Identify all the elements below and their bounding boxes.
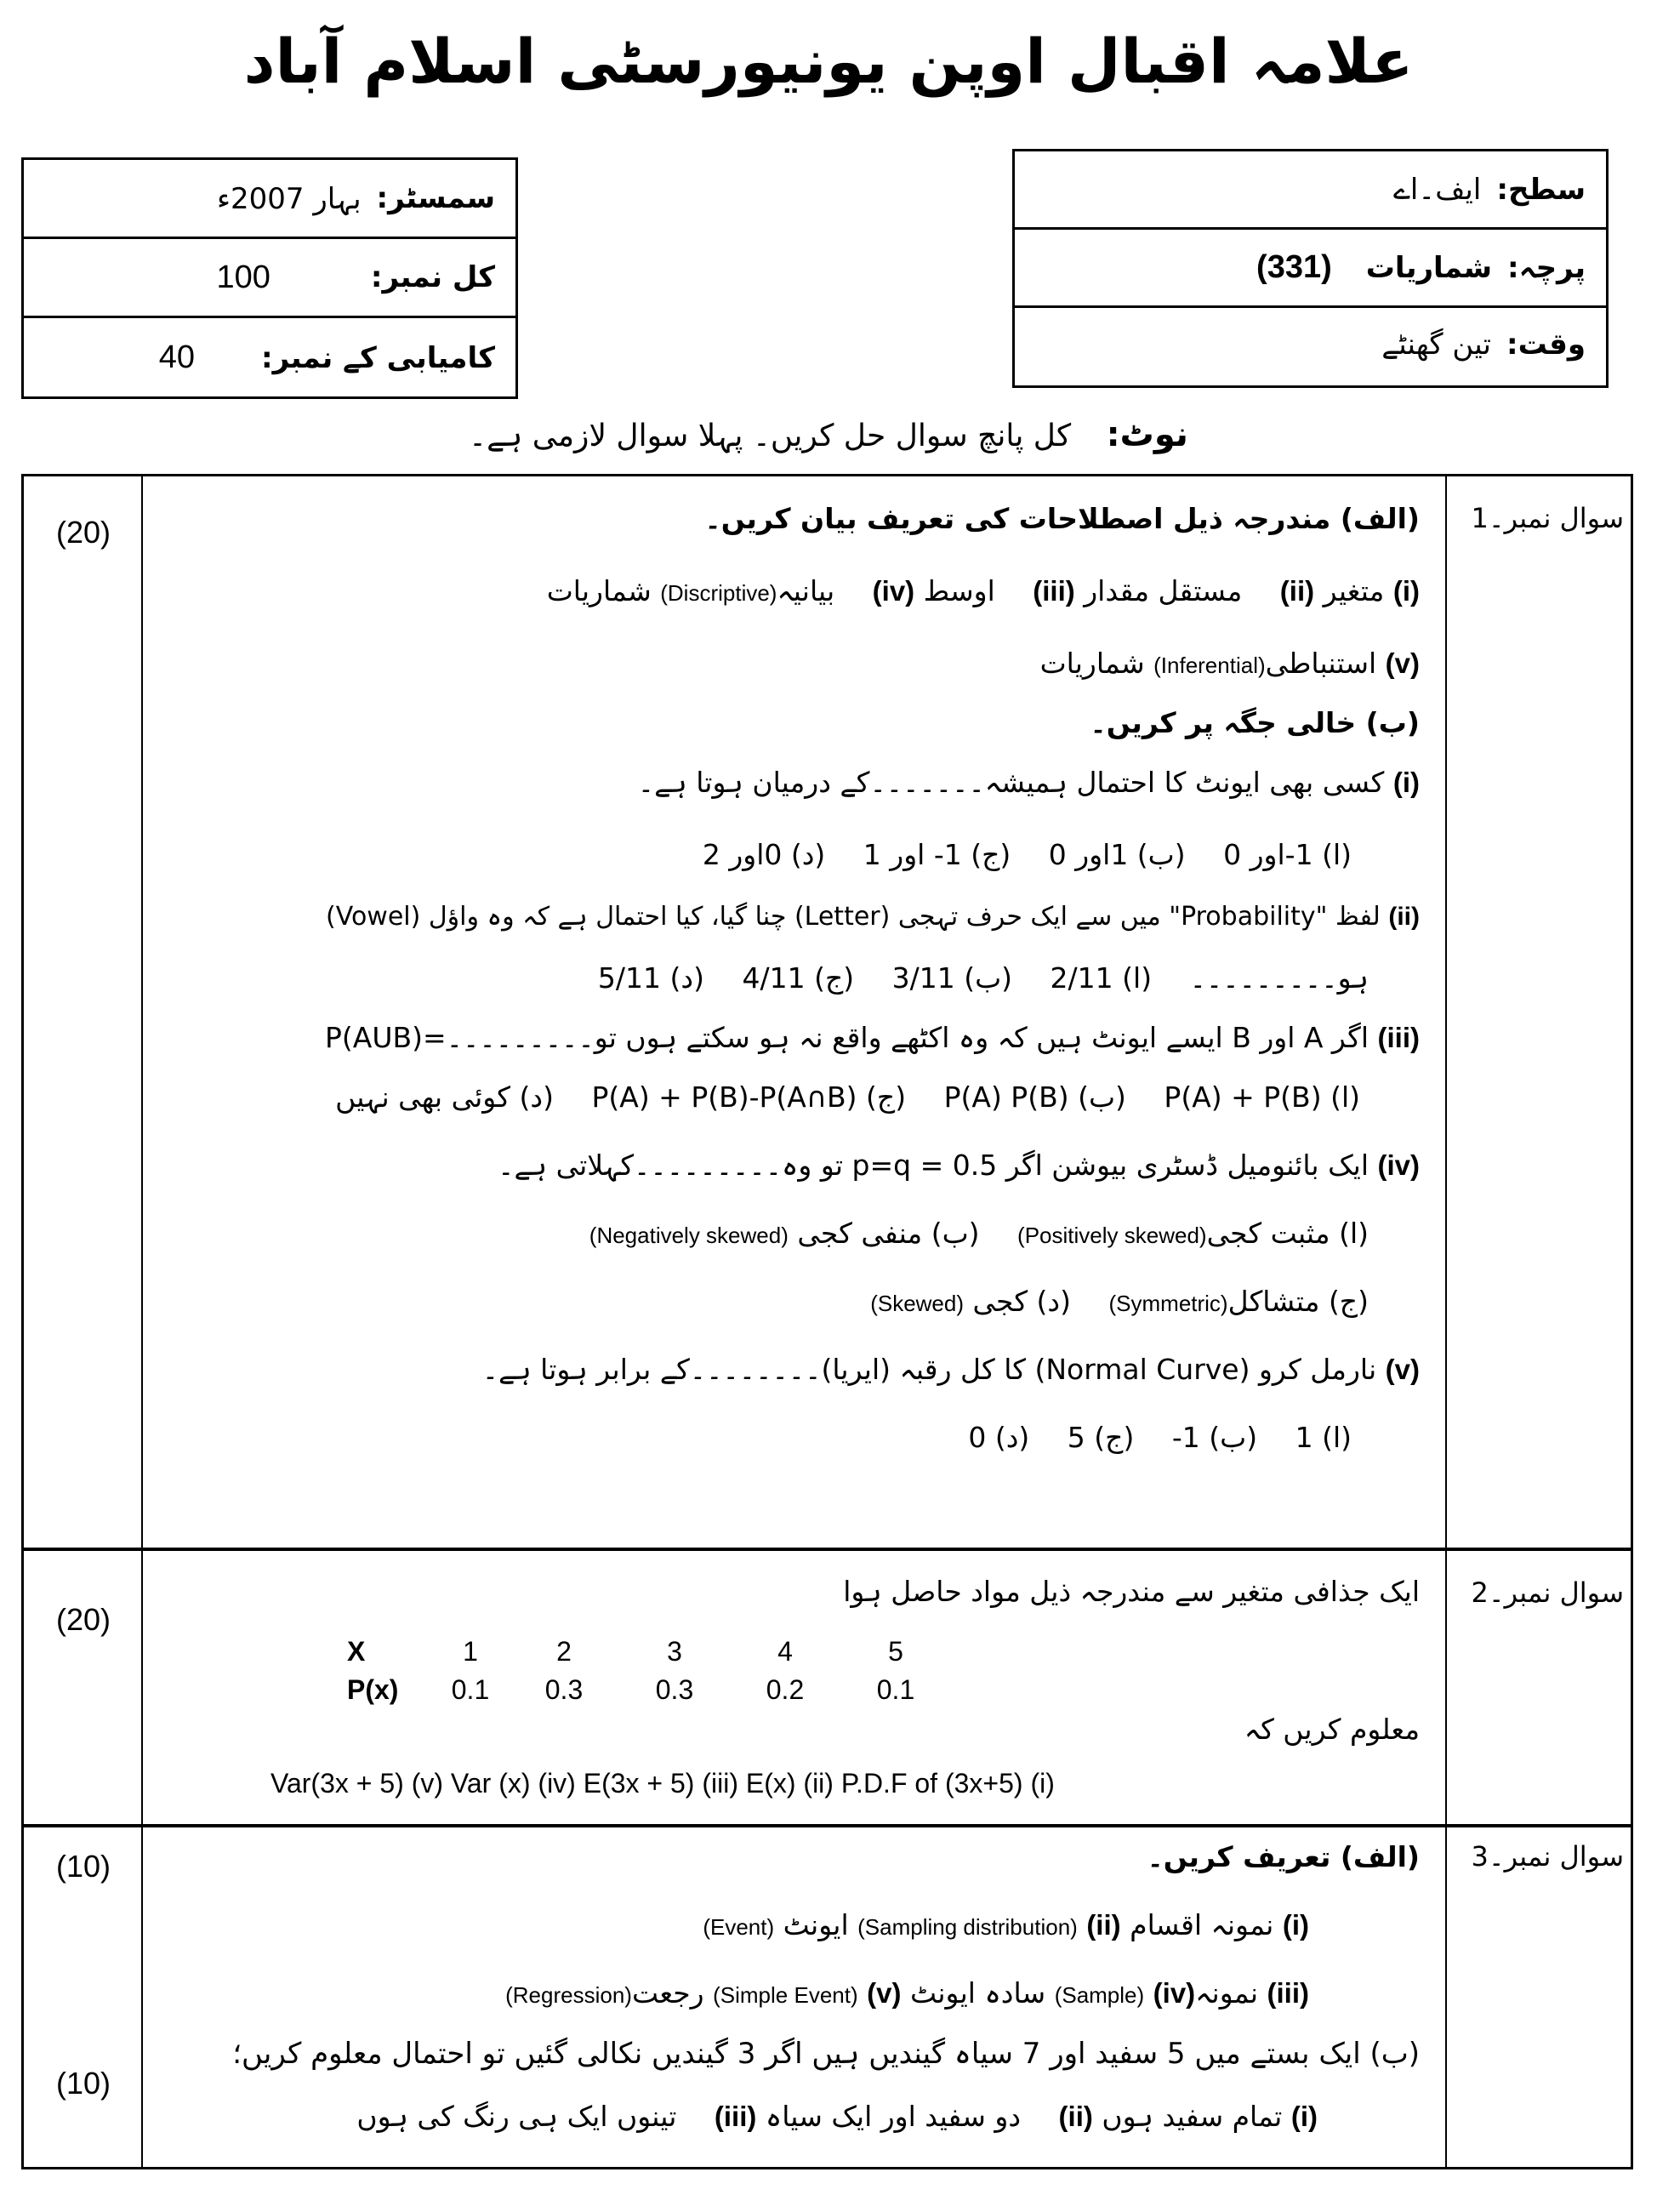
questions-table: [21, 474, 1633, 2169]
q1-part-a-terms-line-1: (i) متغیر (ii) مستقل مقدار (iii) اوسط (iv) بیانیہ(Discriptive) شماریات: [546, 574, 1420, 607]
level-row: [1015, 151, 1606, 230]
semester-label: سمسٹر:: [376, 181, 495, 215]
question-3b-marks: (10): [55, 2066, 111, 2101]
question-2-row: [24, 1551, 1631, 1827]
q1-part-b-heading: (ب) خالی جگہ پر کریں۔: [1090, 706, 1420, 739]
note-label: نوٹ:: [1106, 415, 1188, 454]
q1-b-item-3: (iii) اگر A اور B ایسے ایونٹ ہیں کہ وہ اکٹھے واقع نہ ہو سکتے ہوں تو۔۔۔۔۔۔۔۔۔=P(AUB): [325, 1021, 1420, 1054]
exam-info-box-left: [21, 157, 518, 399]
marks-column: [24, 1551, 143, 1824]
total-marks-row: [24, 239, 515, 318]
q1-b-item-5: (v) نارمل کرو (Normal Curve) کا کل رقبہ (ایریا)۔۔۔۔۔۔۔۔کے برابر ہوتا ہے۔: [481, 1353, 1420, 1386]
total-marks-label: کل نمبر:: [370, 260, 495, 294]
time-label: وقت:: [1506, 327, 1586, 362]
time-value: تین گھنٹے: [1381, 328, 1491, 362]
level-label: سطح:: [1496, 172, 1586, 207]
q1-b-item-2-options: ہو۔۔۔۔۔۔۔۔۔ (ا) 2/11 (ب) 3/11 (ج) 4/11 (د) 5/11: [597, 961, 1369, 995]
question-1-content: [143, 476, 1445, 1548]
question-3-label: سوال نمبر۔3: [1471, 1840, 1624, 1873]
note-text: کل پانچ سوال حل کریں۔ پہلا سوال لازمی ہے۔: [469, 419, 1072, 453]
pass-marks-row: [24, 318, 515, 396]
pass-marks-value: 40: [158, 339, 196, 375]
q1-b-item-5-options: (ا) 1 (ب) 1- (ج) 5 (د) 0: [968, 1421, 1352, 1454]
question-1-label: سوال نمبر۔1: [1471, 502, 1624, 534]
marks-column: [24, 476, 143, 1548]
q1-part-a-heading: (الف) مندرجہ ذیل اصطلاحات کی تعریف بیان کریں۔: [704, 502, 1420, 535]
exam-info-box-right: [1012, 149, 1609, 388]
question-2-content: [143, 1551, 1445, 1824]
label-column: [1445, 476, 1631, 1548]
q2-px-row: P(x) 0.1 0.3 0.3 0.2 0.1: [347, 1674, 915, 1705]
paper-value: شماریات: [1365, 250, 1493, 285]
paper-label: پرچہ:: [1507, 251, 1586, 285]
q3-part-a-heading: (الف) تعریف کریں۔: [1147, 1840, 1420, 1873]
question-1-row: [24, 476, 1631, 1551]
q2-tasks: Var(3x + 5) (v) Var (x) (iv) E(3x + 5) (iii) E(x) (ii) P.D.F of (3x+5) (i): [270, 1768, 1055, 1799]
q3-part-b-items: (i) تمام سفید ہوں (ii) دو سفید اور ایک سیاہ (iii) تینوں ایک ہی رنگ کی ہوں: [356, 2100, 1318, 2133]
question-2-marks: (20): [55, 1602, 111, 1637]
question-3-row: [24, 1827, 1631, 2167]
q1-b-item-4-options-row-1: (ا) مثبت کجی(Positively skewed) (ب) منفی کجی (Negatively skewed): [589, 1217, 1369, 1250]
pass-marks-label: کامیابی کے نمبر:: [261, 340, 495, 375]
q1-b-item-4-options-row-2: (ج) متشاکل(Symmetric) (د) کجی (Skewed): [870, 1285, 1369, 1318]
q1-b-item-4: (iv) ایک بائنومیل ڈسٹری بیوشن اگر p=q = 0.5 تو وہ۔۔۔۔۔۔۔۔۔کہلاتی ہے۔: [498, 1149, 1420, 1182]
q1-part-a-terms-line-2: (v) استنباطی(Inferential) شماریات: [1039, 647, 1420, 680]
semester-value: بہار 2007ء: [217, 181, 362, 216]
university-title: علامہ اقبال اوپن یونیورسٹی اسلام آباد: [243, 26, 1414, 97]
marks-column: [24, 1827, 143, 2167]
question-3-content: [143, 1827, 1445, 2167]
label-column: [1445, 1551, 1631, 1824]
question-1-marks: (20): [55, 515, 111, 550]
question-3a-marks: (10): [55, 1849, 111, 1884]
paper-row: [1015, 230, 1606, 308]
question-2-label: سوال نمبر۔2: [1471, 1576, 1624, 1609]
time-row: [1015, 308, 1606, 380]
q1-b-item-1-options: (ا) 1-اور 0 (ب) 1اور 0 (ج) 1- اور 1 (د) 0اور 2: [702, 838, 1352, 871]
q1-b-item-1: (i) کسی بھی ایونٹ کا احتمال ہمیشہ۔۔۔۔۔۔۔کے درمیان ہوتا ہے۔: [637, 766, 1420, 799]
total-marks-value: 100: [216, 259, 270, 295]
level-value: ایف۔اے: [1392, 173, 1482, 207]
paper-code: (331): [1256, 249, 1332, 285]
q1-b-item-2: (ii) لفظ "Probability" میں سے ایک حرف تہجی (Letter) چنا گیا، کیا احتمال ہے کہ وہ واؤل (Vowel): [326, 902, 1420, 932]
q1-b-item-3-options: (ا) P(A) + P(B) (ب) P(A) P(B) (ج) P(A) + P(B)-P(A∩B) (د) کوئی بھی نہیں: [335, 1080, 1360, 1114]
q3-part-b-text: (ب) ایک بستے میں 5 سفید اور 7 سیاہ گیندیں ہیں اگر 3 گیندیں نکالی گئیں تو احتمال معلوم کریں؛: [232, 2037, 1420, 2071]
q2-intro: ایک جذافی متغیر سے مندرجہ ذیل مواد حاصل ہوا: [843, 1575, 1420, 1608]
label-column: [1445, 1827, 1631, 2167]
instructions-note: [0, 415, 1657, 454]
semester-row: [24, 160, 515, 239]
q3-part-a-line-2: (iii) نمونہ(Sample) (iv) سادہ ایونٹ (Simple Event) (v) رجعت(Regression): [505, 1976, 1309, 2010]
q2-x-row: X 1 2 3 4 5: [347, 1636, 903, 1667]
q2-find-label: معلوم کریں کہ: [1244, 1713, 1420, 1746]
q3-part-a-line-1: (i) نمونہ اقسام (Sampling distribution) (ii) ایونٹ (Event): [703, 1908, 1309, 1941]
